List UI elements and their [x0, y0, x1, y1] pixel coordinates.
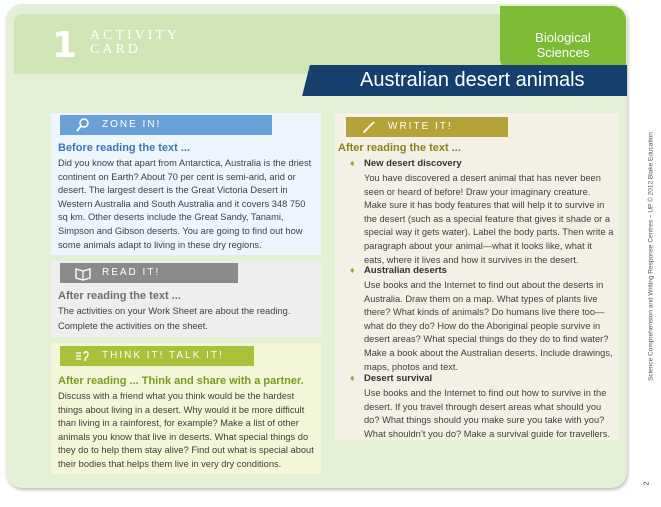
subject-line1: Biological [535, 30, 591, 45]
think-it-tab [60, 346, 254, 366]
subject-line2: Sciences [536, 45, 590, 60]
card-title [90, 29, 180, 57]
pen-icon [360, 119, 378, 135]
page-title: Australian desert animals [312, 65, 627, 96]
zone-in-tab-label: ZONE IN! [102, 119, 162, 130]
card-title-line2: CARD [90, 42, 141, 57]
write-it-heading: After reading the text ... [338, 142, 461, 154]
write-it-tab [346, 117, 508, 137]
zone-in-body: Did you know that apart from Antarctica, Australia is the driest continent on Earth? About 70 per cent is semi-arid, arid or desert. The largest desert is the Great Victoria Desert in Western Australia and South Australia and it covers 348 750 sq km. Other deserts include the Great Sandy, Tanami, Simpson and Gibson deserts. You are going to find out how some animals adapt to living in these dry regions. [58, 158, 312, 250]
write-item-title: Desert survival [364, 373, 433, 384]
write-item-body: You have discovered a desert animal that has never been seen or heard of before! Draw your imaginary creature. Make sure it has body features that will help it to survive in the desert (such as a special feature that gives it shade or a special way it gets water). Label the body parts. Then write a paragraph about your animal—what it looks like, what it eats, where it lives and how it survives in the desert. [364, 173, 614, 265]
side-credit-text: Science Comprehension and Writing Response Centres – UP © 2012 Blake Education [647, 132, 655, 381]
zone-in-tab [60, 115, 272, 135]
write-item-title: Australian deserts [364, 265, 447, 276]
card-number: 1 [52, 25, 78, 66]
subject-badge [500, 6, 626, 69]
write-item-title: New desert discovery [364, 158, 462, 169]
think-it-heading: After reading ... Think and share with a partner. [58, 375, 304, 387]
bullet-diamond-icon: ♦ [350, 158, 355, 168]
read-it-line1: The activities on your Work Sheet are about the reading. [58, 306, 291, 316]
read-it-line2: Complete the activities on the sheet. [58, 321, 208, 331]
read-it-tab-label: READ IT! [102, 267, 161, 278]
zone-in-heading: Before reading the text ... [58, 142, 191, 154]
think-it-body: Discuss with a friend what you think would be the hardest things about living in a desert. Why would it be more difficult than living in a rainforest, for example? Make a list of other animals you know that live in deserts. What special things do they do to help them stay alive? Find out what is special about their bodies that helps them live in very dry conditions. [58, 391, 314, 469]
bullet-diamond-icon: ♦ [350, 373, 355, 383]
write-it-tab-label: WRITE IT! [388, 121, 453, 132]
bullet-diamond-icon: ♦ [350, 265, 355, 275]
write-item-body: Use books and the Internet to find out how to survive in the desert. If you travel through desert areas what should you do? What things should you make sure you take with you? What shouldn’t you do? Make a survival guide for travellers. [364, 388, 610, 439]
read-it-tab [60, 263, 238, 283]
speech-ear-icon [74, 348, 92, 364]
magnifier-icon [74, 117, 92, 133]
page-number: 2 [643, 481, 651, 486]
book-icon [74, 265, 92, 281]
think-it-tab-label: THINK IT! TALK IT! [102, 350, 224, 361]
side-credit [644, 130, 658, 390]
card-title-line1: ACTIVITY [90, 28, 181, 43]
write-item-body: Use books and the Internet to find out about the deserts in Australia. Draw them on a map. What types of plants live there? What kinds of animals? Do humans live there too—what do they do? How do the Aboriginal people survive in desert areas? What special things do they do to find water? Make a book about the Australian deserts. Include drawings, maps, photos and text. [364, 280, 613, 372]
read-it-heading: After reading the text ... [58, 290, 181, 302]
